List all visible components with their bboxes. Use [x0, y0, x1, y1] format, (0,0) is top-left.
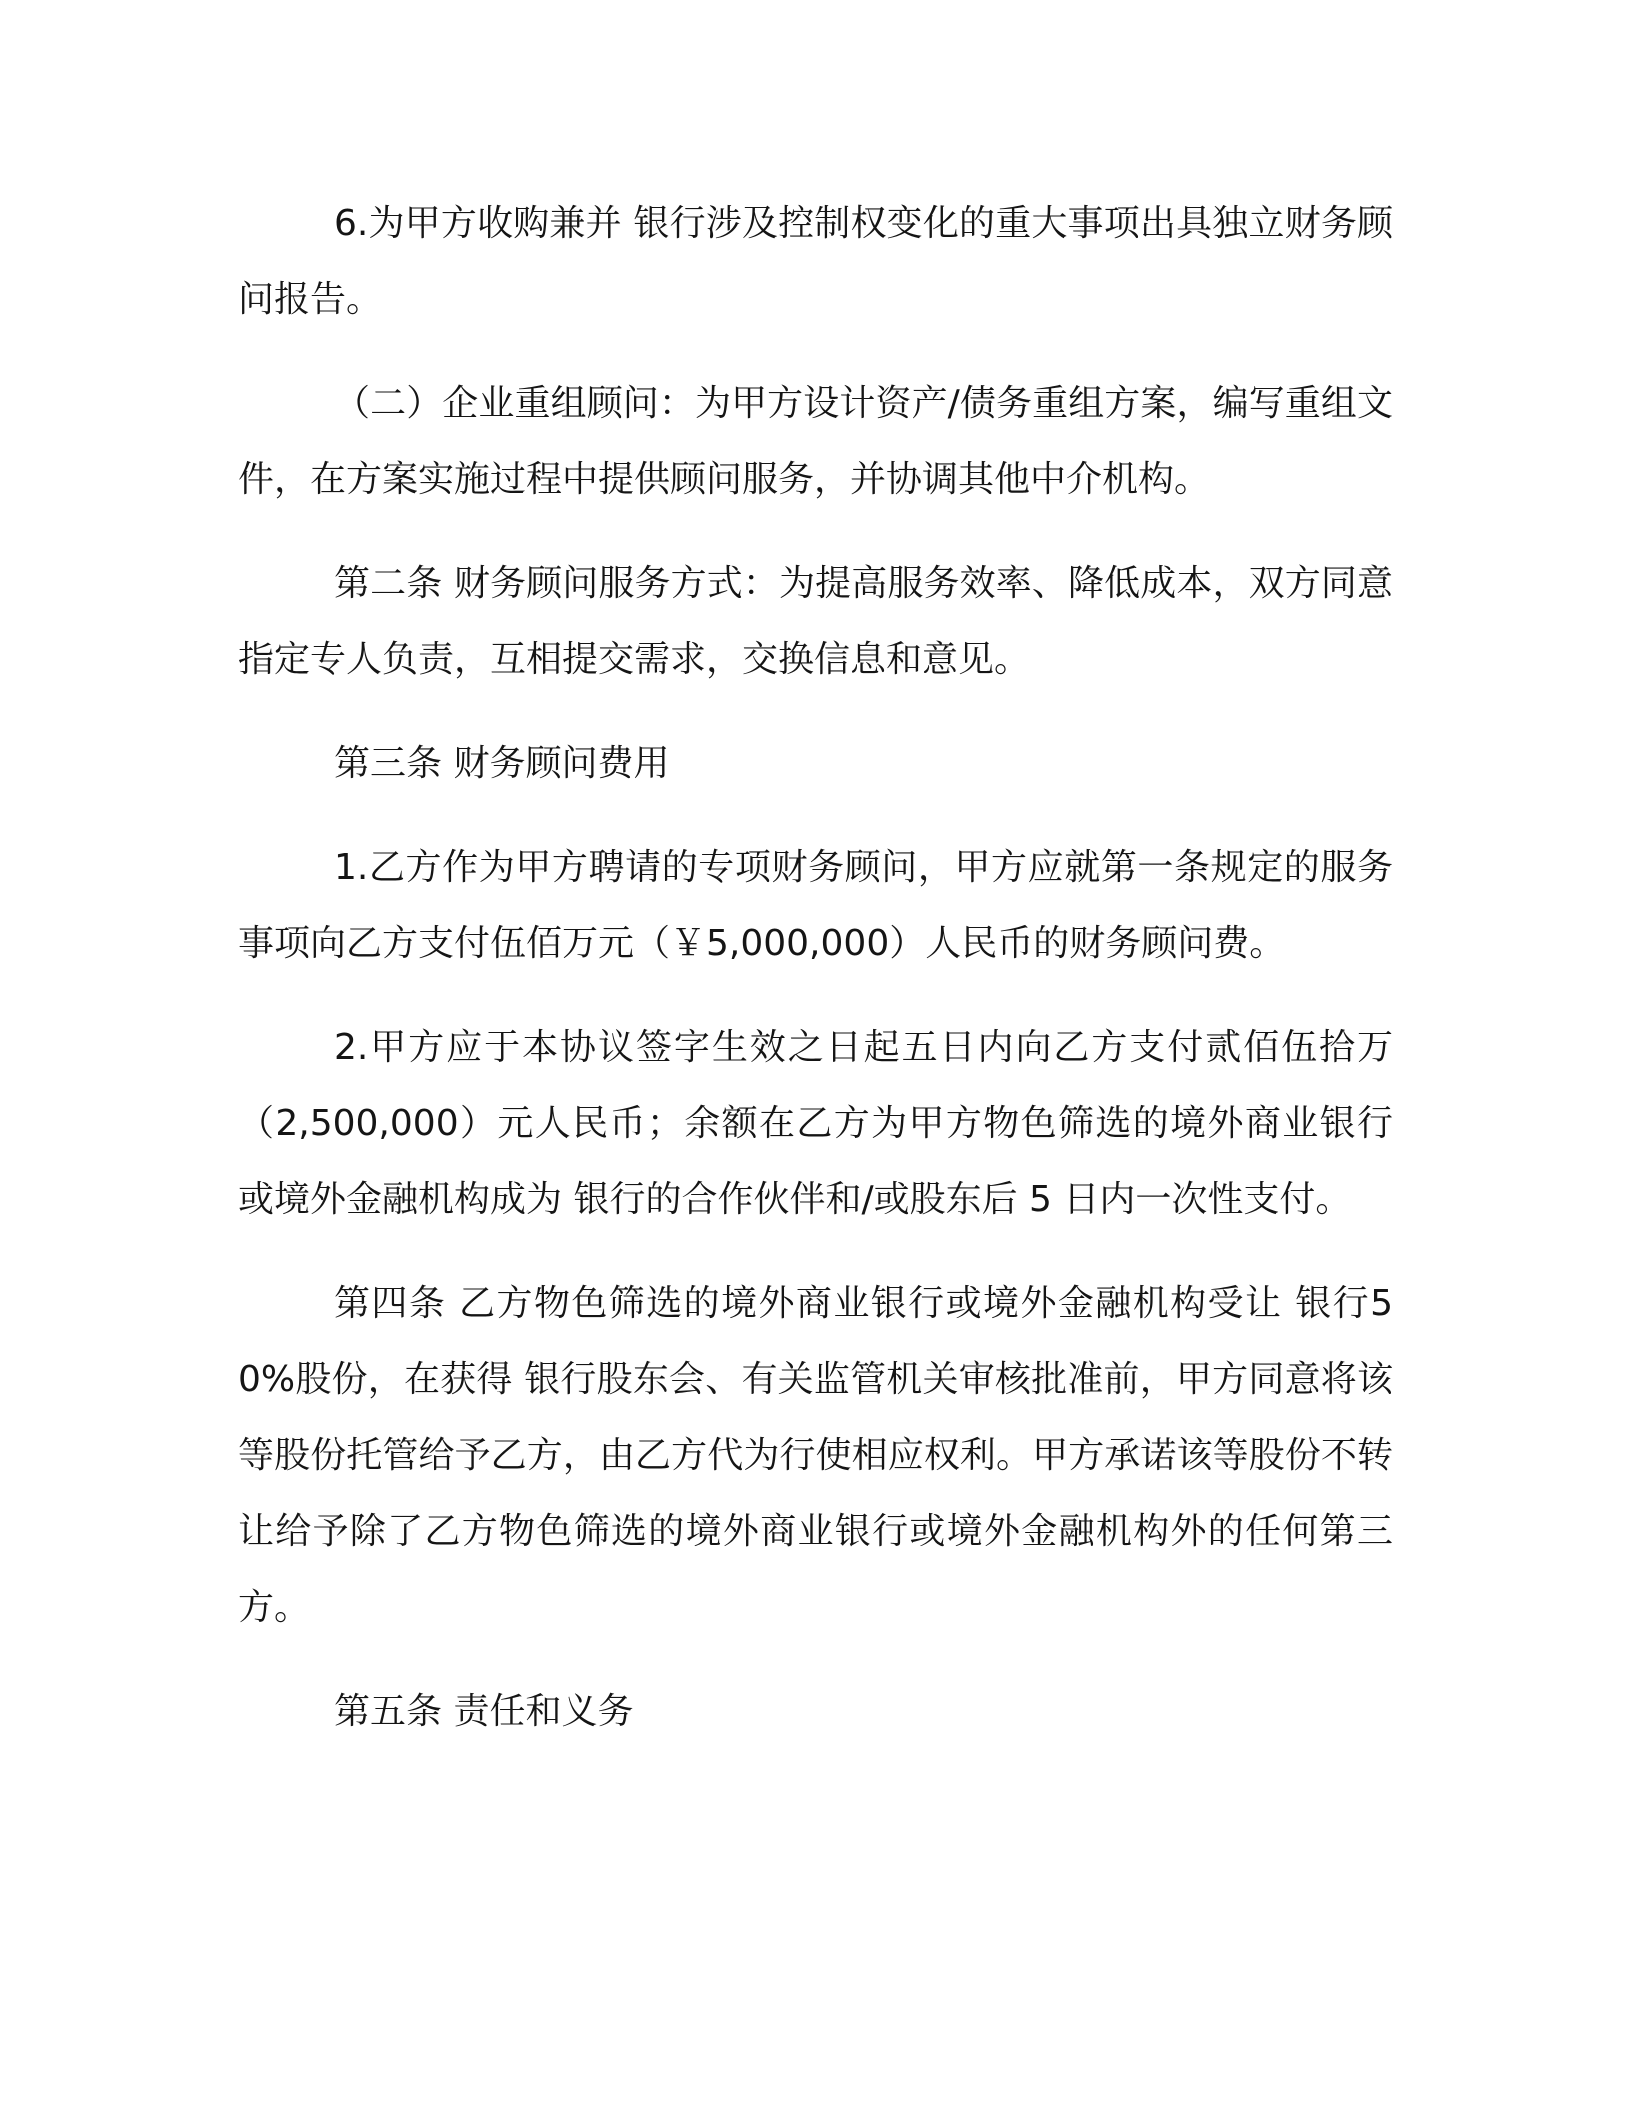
clause-3-heading: 第三条 财务顾问费用	[334, 743, 670, 784]
clause-1-item-6: 6.为甲方收购兼并 银行涉及控制权变化的重大事项出具独立财务顾问报告。	[238, 203, 1393, 320]
document-body	[238, 186, 1393, 1778]
clause-2-service-method: 第二条 财务顾问服务方式：为提高服务效率、降低成本，双方同意指定专人负责，互相提交需求，交换信息和意见。	[238, 563, 1393, 680]
clause-5-heading: 第五条 责任和义务	[334, 1691, 634, 1732]
clause-4: 第四条 乙方物色筛选的境外商业银行或境外金融机构受让 银行50%股份，在获得 银行股东会、有关监管机关审核批准前，甲方同意将该等股份托管给予乙方，由乙方代为行使相应权利。甲方承诺该等股份不转让给予除了乙方物色筛选的境外商业银行或境外金融机构外的任何第三方。	[238, 1283, 1393, 1628]
clause-3-item-1: 1.乙方作为甲方聘请的专项财务顾问，甲方应就第一条规定的服务事项向乙方支付伍佰万元（￥5,000,000）人民币的财务顾问费。	[238, 847, 1393, 964]
clause-1-section-2-restructuring: （二）企业重组顾问：为甲方设计资产/债务重组方案，编写重组文件，在方案实施过程中提供顾问服务，并协调其他中介机构。	[238, 383, 1393, 500]
clause-3-item-2: 2.甲方应于本协议签字生效之日起五日内向乙方支付贰佰伍拾万（2,500,000）元人民币；余额在乙方为甲方物色筛选的境外商业银行或境外金融机构成为 银行的合作伙伴和/或股东后 5 日内一次性支付。	[238, 1027, 1393, 1220]
